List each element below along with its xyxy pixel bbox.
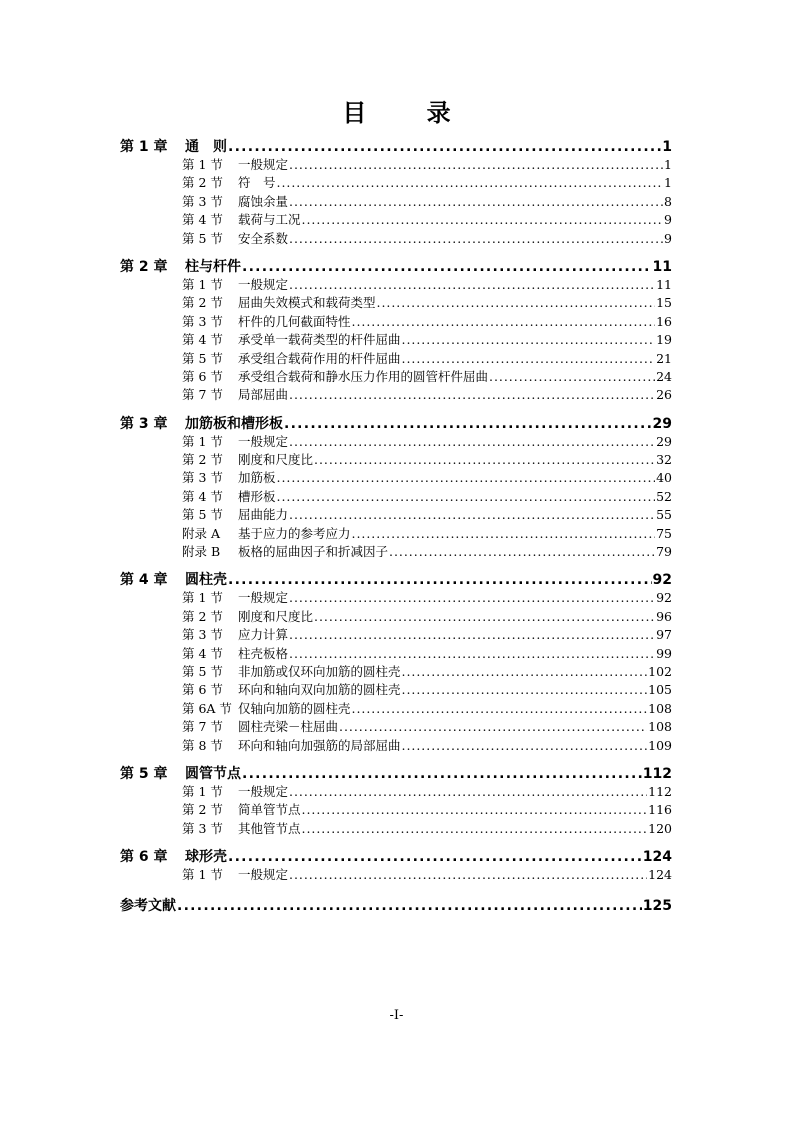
page-number-footer: -I- <box>389 1008 404 1023</box>
section-title: 一般规定 <box>238 783 289 799</box>
chapter-title: 圆管节点 <box>185 765 241 782</box>
toc-section-entry[interactable] <box>120 386 672 404</box>
section-number: 附录 B <box>182 544 221 560</box>
toc-section-entry[interactable] <box>120 368 672 386</box>
section-page: 26 <box>656 387 672 403</box>
section-page: 120 <box>648 820 672 836</box>
section-page: 8 <box>664 193 672 209</box>
section-number: 第 8 节 <box>182 737 223 753</box>
dot-leader <box>302 211 664 229</box>
dot-leader <box>284 415 652 433</box>
dot-leader <box>228 138 661 156</box>
section-number: 第 5 节 <box>182 663 223 679</box>
toc-section-entry[interactable] <box>120 294 672 312</box>
chapter-page: 1 <box>662 139 672 155</box>
chapter-page: 29 <box>652 415 672 432</box>
section-number: 第 7 节 <box>182 719 223 735</box>
dot-leader <box>352 700 648 718</box>
section-page: 11 <box>656 276 672 292</box>
chapter-title: 圆柱壳 <box>185 572 227 589</box>
chapter-number: 第 1 章 <box>120 139 168 155</box>
dot-leader <box>352 525 656 543</box>
section-page: 32 <box>656 452 672 468</box>
section-title: 承受组合载荷和静水压力作用的圆管杆件屈曲 <box>238 368 489 384</box>
chapter-number: 第 2 章 <box>120 258 168 275</box>
dot-leader <box>402 663 648 681</box>
toc-section-entry[interactable] <box>120 350 672 368</box>
chapter-title: 加筋板和槽形板 <box>185 415 283 432</box>
section-number: 第 4 节 <box>182 332 223 348</box>
section-title: 符 号 <box>238 175 276 191</box>
toc-section-entry[interactable] <box>120 626 672 644</box>
section-page: 108 <box>648 700 672 716</box>
toc-chapter-entry[interactable] <box>120 415 672 433</box>
section-number: 第 3 节 <box>182 470 223 486</box>
dot-leader <box>402 350 656 368</box>
section-title: 屈曲能力 <box>238 507 289 523</box>
toc-section-entry[interactable] <box>120 331 672 349</box>
dot-leader <box>339 718 647 736</box>
toc-section-entry[interactable] <box>120 193 672 211</box>
section-title: 刚度和尺度比 <box>238 452 314 468</box>
section-number: 第 5 节 <box>182 507 223 523</box>
chapter-page: 92 <box>652 572 672 589</box>
dot-leader <box>289 645 655 663</box>
section-title: 腐蚀余量 <box>238 193 289 209</box>
section-number: 第 6 节 <box>182 368 223 384</box>
section-title: 基于应力的参考应力 <box>238 525 351 541</box>
toc-section-entry[interactable] <box>120 737 672 755</box>
dot-leader <box>228 848 642 866</box>
toc-section-entry[interactable] <box>120 783 672 801</box>
toc-section-entry[interactable] <box>120 718 672 736</box>
section-page: 1 <box>664 175 672 191</box>
dot-leader <box>289 230 663 248</box>
section-number: 第 1 节 <box>182 157 223 172</box>
section-page: 9 <box>664 230 672 246</box>
section-title: 柱壳板格 <box>238 645 289 661</box>
section-page: 92 <box>656 590 672 606</box>
dot-leader <box>289 506 655 524</box>
section-number: 第 3 节 <box>182 627 223 643</box>
section-number: 附录 A <box>182 525 221 541</box>
section-title: 杆件的几何截面特性 <box>238 313 351 329</box>
section-number: 第 3 节 <box>182 820 223 836</box>
section-title: 圆柱壳梁－柱屈曲 <box>238 719 339 735</box>
toc-references-entry[interactable] <box>120 897 672 915</box>
toc-section-entry[interactable] <box>120 211 672 229</box>
toc-section-entry[interactable] <box>120 469 672 487</box>
section-number: 第 4 节 <box>182 645 223 661</box>
toc-section-entry[interactable] <box>120 866 672 884</box>
dot-leader <box>377 294 656 312</box>
toc-chapter-entry[interactable] <box>120 258 672 276</box>
section-number: 第 1 节 <box>182 433 223 449</box>
section-title: 其他管节点 <box>238 820 301 836</box>
dot-leader <box>289 156 663 174</box>
toc-section-entry[interactable] <box>120 433 672 451</box>
section-title: 仅轴向加筋的圆柱壳 <box>238 700 351 716</box>
toc-chapter-entry[interactable] <box>120 848 672 866</box>
dot-leader <box>402 681 648 699</box>
toc-chapter-entry[interactable] <box>120 765 672 783</box>
dot-leader <box>277 174 664 192</box>
dot-leader <box>277 469 656 487</box>
dot-leader <box>389 543 655 561</box>
chapter-number: 第 5 章 <box>120 765 168 782</box>
section-page: 55 <box>656 507 672 523</box>
section-title: 载荷与工况 <box>238 212 301 228</box>
section-page: 96 <box>656 608 672 624</box>
section-number: 第 6A 节 <box>182 700 232 716</box>
chapter-page: 124 <box>642 849 672 866</box>
dot-leader <box>289 866 647 884</box>
section-page: 24 <box>656 368 672 384</box>
section-page: 79 <box>656 544 672 560</box>
dot-leader <box>289 783 647 801</box>
section-number: 第 1 节 <box>182 276 223 292</box>
section-page: 1 <box>664 157 672 172</box>
dot-leader <box>489 368 655 386</box>
dot-leader <box>314 451 655 469</box>
section-number: 第 2 节 <box>182 802 223 818</box>
section-page: 15 <box>656 295 672 311</box>
section-page: 102 <box>648 663 672 679</box>
section-number: 第 2 节 <box>182 175 223 191</box>
references-title: 参考文献 <box>120 897 176 914</box>
section-number: 第 5 节 <box>182 230 223 246</box>
toc-chapter-entry[interactable] <box>120 571 672 589</box>
section-page: 75 <box>656 525 672 541</box>
section-page: 29 <box>656 433 672 449</box>
section-number: 第 3 节 <box>182 313 223 329</box>
chapter-number: 第 6 章 <box>120 849 168 866</box>
toc-section-entry[interactable] <box>120 451 672 469</box>
toc-section-entry[interactable] <box>120 276 672 294</box>
page-title: 目 录 <box>342 99 477 127</box>
chapter-number: 第 4 章 <box>120 572 168 589</box>
section-number: 第 3 节 <box>182 193 223 209</box>
dot-leader <box>277 488 656 506</box>
section-title: 一般规定 <box>238 590 289 606</box>
section-title: 屈曲失效模式和载荷类型 <box>238 295 376 311</box>
section-page: 124 <box>648 867 672 883</box>
section-page: 21 <box>656 350 672 366</box>
section-title: 承受单一载荷类型的杆件屈曲 <box>238 332 401 348</box>
section-title: 承受组合载荷作用的杆件屈曲 <box>238 350 401 366</box>
chapter-title: 柱与杆件 <box>185 258 241 275</box>
chapter-page: 11 <box>652 258 672 275</box>
section-page: 16 <box>656 313 672 329</box>
dot-leader <box>289 276 655 294</box>
chapter-title: 通 则 <box>185 139 227 155</box>
section-number: 第 2 节 <box>182 608 223 624</box>
section-title: 加筋板 <box>238 470 276 486</box>
toc-section-entry[interactable] <box>120 663 672 681</box>
dot-leader <box>289 193 663 211</box>
section-page: 112 <box>648 783 672 799</box>
section-page: 19 <box>656 332 672 348</box>
dot-leader <box>302 820 648 838</box>
table-of-contents <box>120 138 672 915</box>
toc-section-entry[interactable] <box>120 681 672 699</box>
dot-leader <box>402 331 656 349</box>
section-title: 安全系数 <box>238 230 289 246</box>
toc-section-entry[interactable] <box>120 506 672 524</box>
section-title: 板格的屈曲因子和折减因子 <box>238 544 389 560</box>
toc-section-entry[interactable] <box>120 589 672 607</box>
dot-leader <box>242 258 652 276</box>
chapter-number: 第 3 章 <box>120 415 168 432</box>
section-title: 一般规定 <box>238 433 289 449</box>
section-title: 一般规定 <box>238 867 289 883</box>
section-number: 第 1 节 <box>182 590 223 606</box>
section-number: 第 2 节 <box>182 452 223 468</box>
section-number: 第 7 节 <box>182 387 223 403</box>
section-number: 第 6 节 <box>182 682 223 698</box>
section-title: 简单管节点 <box>238 802 301 818</box>
dot-leader <box>289 626 655 644</box>
chapter-title: 球形壳 <box>185 849 227 866</box>
section-page: 109 <box>648 737 672 753</box>
chapter-page: 112 <box>642 765 672 782</box>
dot-leader <box>302 801 648 819</box>
section-page: 99 <box>656 645 672 661</box>
section-number: 第 5 节 <box>182 350 223 366</box>
toc-section-entry[interactable] <box>120 525 672 543</box>
section-title: 局部屈曲 <box>238 387 289 403</box>
section-number: 第 4 节 <box>182 488 223 504</box>
section-page: 108 <box>648 719 672 735</box>
dot-leader <box>177 897 642 915</box>
dot-leader <box>402 737 648 755</box>
section-title: 环向和轴向加强筋的局部屈曲 <box>238 737 401 753</box>
section-number: 第 1 节 <box>182 867 223 883</box>
toc-section-entry[interactable] <box>120 174 672 192</box>
section-page: 40 <box>656 470 672 486</box>
dot-leader <box>289 386 655 404</box>
dot-leader <box>314 608 655 626</box>
dot-leader <box>352 313 656 331</box>
toc-section-entry[interactable] <box>120 543 672 561</box>
toc-chapter-entry[interactable] <box>120 138 672 156</box>
toc-section-entry[interactable] <box>120 608 672 626</box>
section-title: 刚度和尺度比 <box>238 608 314 624</box>
dot-leader <box>228 571 652 589</box>
toc-section-entry[interactable] <box>120 230 672 248</box>
dot-leader <box>242 765 642 783</box>
toc-section-entry[interactable] <box>120 645 672 663</box>
section-title: 槽形板 <box>238 488 276 504</box>
toc-section-entry[interactable] <box>120 313 672 331</box>
section-page: 97 <box>656 627 672 643</box>
toc-section-entry[interactable] <box>120 700 672 718</box>
references-page: 125 <box>642 897 672 914</box>
section-title: 非加筋或仅环向加筋的圆柱壳 <box>238 663 401 679</box>
section-number: 第 1 节 <box>182 783 223 799</box>
toc-section-entry[interactable] <box>120 820 672 838</box>
section-page: 9 <box>664 212 672 228</box>
section-page: 116 <box>648 802 672 818</box>
dot-leader <box>289 589 655 607</box>
section-title: 环向和轴向双向加筋的圆柱壳 <box>238 682 401 698</box>
section-title: 一般规定 <box>238 276 289 292</box>
section-page: 52 <box>656 488 672 504</box>
section-number: 第 4 节 <box>182 212 223 228</box>
section-title: 一般规定 <box>238 157 289 172</box>
section-page: 105 <box>648 682 672 698</box>
toc-section-entry[interactable] <box>120 801 672 819</box>
toc-section-entry[interactable] <box>120 156 672 174</box>
section-number: 第 2 节 <box>182 295 223 311</box>
toc-section-entry[interactable] <box>120 488 672 506</box>
section-title: 应力计算 <box>238 627 289 643</box>
dot-leader <box>289 433 655 451</box>
